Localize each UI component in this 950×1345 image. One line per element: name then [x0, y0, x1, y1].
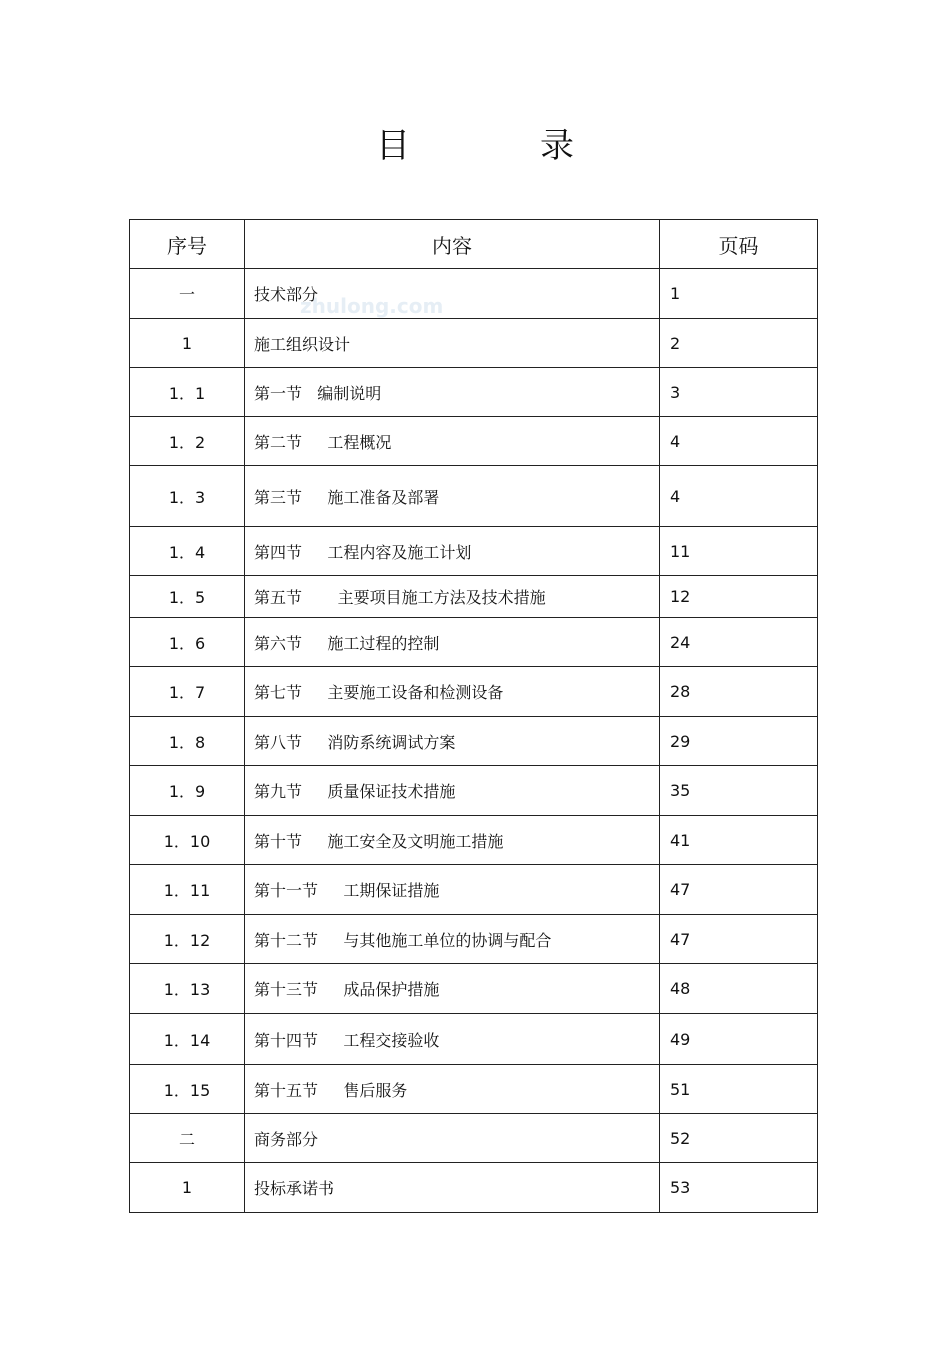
row-number: 1．14 [130, 1014, 245, 1065]
row-content: 第八节 消防系统调试方案 [245, 717, 660, 766]
row-number: 1．1 [130, 368, 245, 417]
table-row [130, 1163, 818, 1213]
row-page: 41 [660, 816, 818, 865]
row-number: 1．13 [130, 964, 245, 1014]
table-row [130, 667, 818, 717]
row-page: 24 [660, 618, 818, 667]
row-content: 第十五节 售后服务 [245, 1065, 660, 1114]
row-number: 1．10 [130, 816, 245, 865]
table-row [130, 466, 818, 527]
table-row [130, 766, 818, 816]
row-number: 1 [130, 319, 245, 368]
header-content: 内容 [245, 220, 660, 269]
page-title: 目 录 [376, 126, 622, 166]
row-page: 53 [660, 1163, 818, 1213]
row-content: 第一节 编制说明 [245, 368, 660, 417]
row-content: 第七节 主要施工设备和检测设备 [245, 667, 660, 717]
row-number: 1．15 [130, 1065, 245, 1114]
row-number: 1．8 [130, 717, 245, 766]
row-page: 28 [660, 667, 818, 717]
row-content: 第十四节 工程交接验收 [245, 1014, 660, 1065]
row-content: 第九节 质量保证技术措施 [245, 766, 660, 816]
row-page: 12 [660, 576, 818, 618]
row-number: 1．7 [130, 667, 245, 717]
row-number: 1．3 [130, 466, 245, 527]
table-row [130, 417, 818, 466]
table-row [130, 915, 818, 964]
row-page: 52 [660, 1114, 818, 1163]
row-content: 施工组织设计 [245, 319, 660, 368]
toc-table [129, 219, 818, 1213]
row-content: 第十二节 与其他施工单位的协调与配合 [245, 915, 660, 964]
watermark: zhulong.com [300, 294, 444, 318]
row-content: 第五节 主要项目施工方法及技术措施 [245, 576, 660, 618]
row-page: 2 [660, 319, 818, 368]
row-content: 商务部分 [245, 1114, 660, 1163]
row-number: 1．2 [130, 417, 245, 466]
row-number: 一 [130, 269, 245, 319]
header-row [130, 220, 818, 269]
table-row [130, 816, 818, 865]
row-number: 1．12 [130, 915, 245, 964]
header-page: 页码 [660, 220, 818, 269]
row-content: 第二节 工程概况 [245, 417, 660, 466]
table-row [130, 319, 818, 368]
table-row [130, 1014, 818, 1065]
row-page: 4 [660, 466, 818, 527]
table-row [130, 618, 818, 667]
table-row [130, 576, 818, 618]
row-page: 4 [660, 417, 818, 466]
table-row [130, 964, 818, 1014]
table-row [130, 1114, 818, 1163]
row-content: 投标承诺书 [245, 1163, 660, 1213]
row-number: 1．9 [130, 766, 245, 816]
row-content: 第三节 施工准备及部署 [245, 466, 660, 527]
table-row [130, 865, 818, 915]
row-content: 技术部分 [245, 269, 660, 319]
toc-body [130, 269, 818, 1213]
row-content: 第四节 工程内容及施工计划 [245, 527, 660, 576]
row-content: 第十三节 成品保护措施 [245, 964, 660, 1014]
row-number: 1．11 [130, 865, 245, 915]
row-page: 49 [660, 1014, 818, 1065]
table-row [130, 527, 818, 576]
row-number: 1 [130, 1163, 245, 1213]
table-row [130, 269, 818, 319]
row-content: 第六节 施工过程的控制 [245, 618, 660, 667]
row-page: 29 [660, 717, 818, 766]
table-row [130, 1065, 818, 1114]
header-number: 序号 [130, 220, 245, 269]
row-page: 51 [660, 1065, 818, 1114]
row-content: 第十节 施工安全及文明施工措施 [245, 816, 660, 865]
row-page: 11 [660, 527, 818, 576]
row-content: 第十一节 工期保证措施 [245, 865, 660, 915]
row-number: 1．6 [130, 618, 245, 667]
row-number: 1．5 [130, 576, 245, 618]
row-page: 35 [660, 766, 818, 816]
row-page: 47 [660, 915, 818, 964]
row-page: 1 [660, 269, 818, 319]
row-page: 3 [660, 368, 818, 417]
table-row [130, 717, 818, 766]
row-number: 二 [130, 1114, 245, 1163]
row-page: 47 [660, 865, 818, 915]
row-number: 1．4 [130, 527, 245, 576]
row-page: 48 [660, 964, 818, 1014]
table-row [130, 368, 818, 417]
